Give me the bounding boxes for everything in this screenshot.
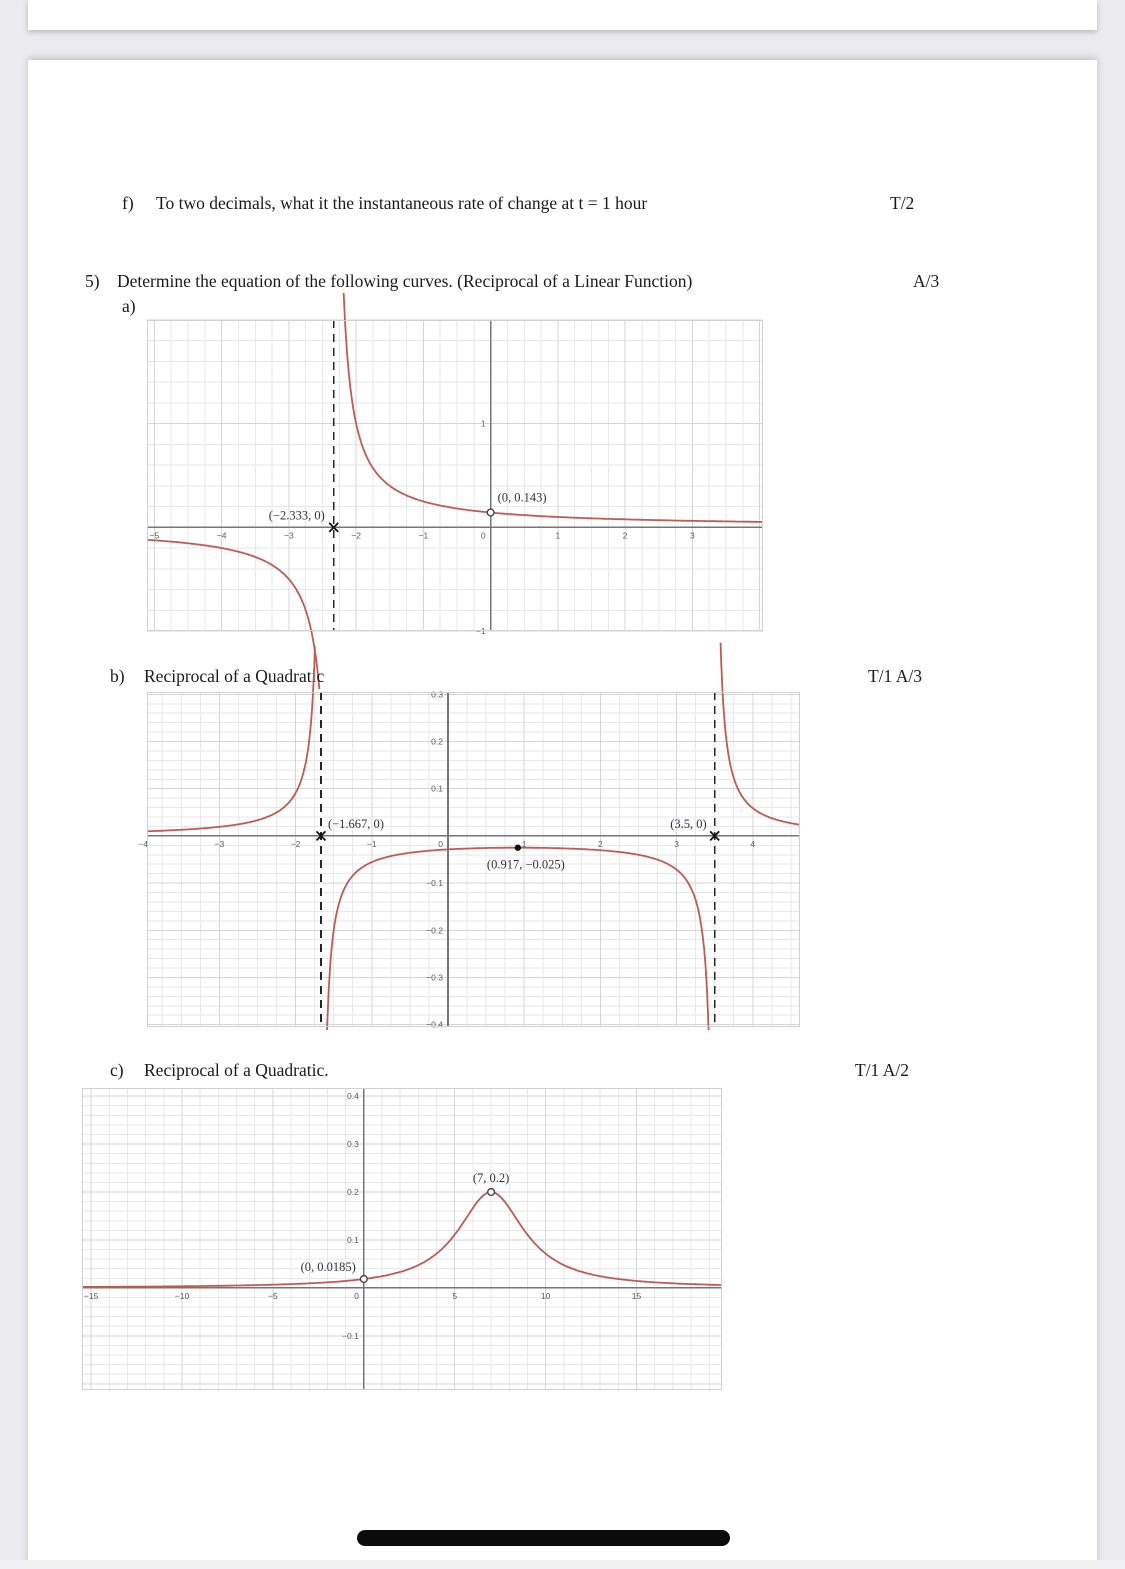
svg-text:0.1: 0.1	[431, 783, 443, 794]
question-5-mark: A/3	[913, 271, 940, 291]
part-c-mark: T/1 A/2	[855, 1060, 909, 1080]
svg-text:2: 2	[622, 530, 628, 541]
graph-c-plot	[82, 1088, 722, 1390]
question-f-text: To two decimals, what it the instantaneous rate of change at t = 1 hour	[156, 193, 648, 213]
svg-text:−2: −2	[351, 530, 361, 541]
svg-text:−1: −1	[366, 838, 377, 849]
part-c-title: Reciprocal of a Quadratic.	[144, 1060, 329, 1080]
svg-text:0: 0	[480, 530, 486, 541]
svg-text:0.3: 0.3	[346, 1139, 359, 1150]
svg-text:1: 1	[555, 530, 561, 541]
svg-text:−15: −15	[83, 1290, 99, 1301]
svg-text:(0, 0.143): (0, 0.143)	[497, 490, 547, 505]
svg-text:0: 0	[438, 838, 443, 849]
screen-bottom-edge	[0, 1560, 1125, 1569]
question-5-label: 5)	[85, 271, 100, 291]
question-f-mark: T/2	[890, 193, 915, 213]
svg-text:(−2.333, 0): (−2.333, 0)	[268, 508, 325, 523]
svg-text:−0.1: −0.1	[342, 1330, 359, 1341]
svg-text:−1: −1	[475, 626, 486, 636]
svg-text:5: 5	[452, 1290, 458, 1301]
svg-text:−10: −10	[174, 1290, 190, 1301]
svg-text:−5: −5	[149, 530, 160, 541]
svg-text:0.1: 0.1	[346, 1234, 359, 1245]
svg-text:−3: −3	[284, 530, 294, 541]
graph-a-plot	[147, 320, 763, 636]
svg-text:15: 15	[631, 1290, 642, 1301]
part-a-label: a)	[122, 296, 136, 316]
svg-text:3: 3	[674, 838, 679, 849]
redaction-bar	[357, 1530, 730, 1546]
question-f-label: f)	[122, 193, 134, 213]
part-c-label: c)	[110, 1060, 124, 1080]
svg-text:1: 1	[480, 418, 486, 429]
svg-text:−0.2: −0.2	[426, 925, 443, 936]
document-page	[28, 60, 1097, 1569]
svg-text:4: 4	[750, 838, 756, 849]
svg-text:(7, 0.2): (7, 0.2)	[472, 1171, 510, 1186]
svg-text:0.2: 0.2	[431, 736, 443, 747]
svg-text:−1: −1	[418, 530, 429, 541]
part-b-title: Reciprocal of a Quadratic	[144, 666, 325, 686]
previous-page-fragment	[28, 0, 1097, 30]
svg-text:−0.4: −0.4	[426, 1019, 443, 1030]
svg-text:−0.1: −0.1	[426, 878, 443, 889]
svg-text:0.4: 0.4	[346, 1091, 359, 1102]
svg-text:0.2: 0.2	[346, 1187, 359, 1198]
graph-b-plot	[138, 689, 800, 1030]
svg-text:−4: −4	[138, 838, 149, 849]
svg-text:(−1.667, 0): (−1.667, 0)	[327, 816, 384, 831]
svg-text:(0, 0.0185): (0, 0.0185)	[300, 1260, 356, 1275]
svg-text:0.3: 0.3	[431, 689, 443, 700]
svg-text:−2: −2	[290, 838, 301, 849]
question-5-text: Determine the equation of the following curves. (Reciprocal of a Linear Function)	[117, 271, 693, 291]
svg-text:−0.3: −0.3	[426, 972, 443, 983]
svg-text:−3: −3	[214, 838, 225, 849]
svg-text:3: 3	[690, 530, 695, 541]
svg-text:0: 0	[354, 1290, 359, 1301]
svg-text:(0.917, −0.025): (0.917, −0.025)	[486, 857, 565, 872]
part-b-label: b)	[110, 666, 125, 686]
svg-text:1: 1	[521, 838, 527, 849]
svg-text:−4: −4	[216, 530, 227, 541]
svg-text:2: 2	[597, 838, 603, 849]
svg-text:(3.5, 0): (3.5, 0)	[670, 816, 707, 831]
svg-text:−5: −5	[268, 1290, 278, 1301]
svg-text:10: 10	[540, 1290, 551, 1301]
part-b-mark: T/1 A/3	[868, 666, 922, 686]
